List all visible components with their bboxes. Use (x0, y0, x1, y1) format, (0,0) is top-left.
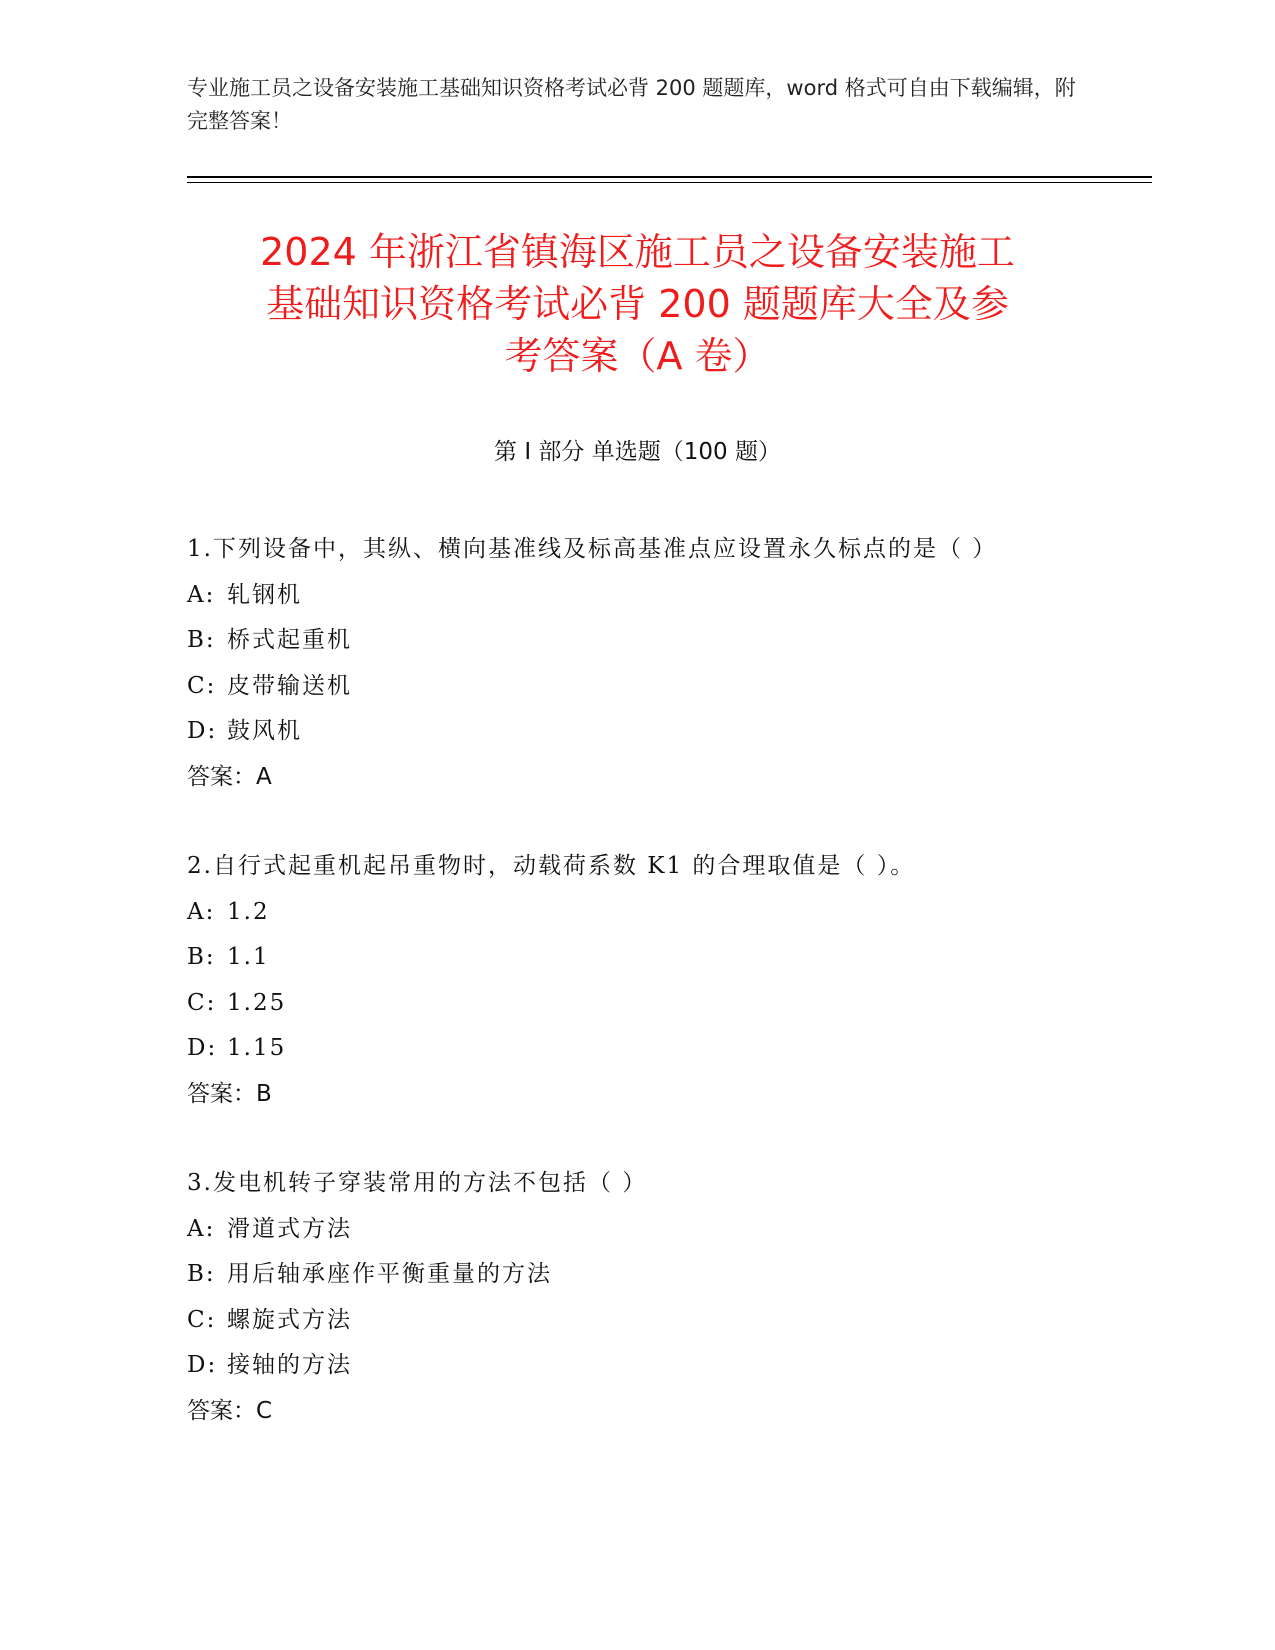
option-text: 1.2 (227, 898, 270, 925)
option-d (187, 1026, 1087, 1072)
option-key: A: (187, 1215, 216, 1242)
question-item (187, 1161, 1087, 1434)
option-key: C: (187, 989, 217, 1016)
answer-text: 答案：C (187, 1397, 273, 1424)
header-note: 专业施工员之设备安装施工基础知识资格考试必背 200 题题库，word 格式可自由下载编辑，附完整答案！ (187, 76, 1076, 133)
option-text: 轧钢机 (227, 581, 302, 608)
document-title (160, 226, 1115, 382)
option-key: A: (187, 581, 216, 608)
option-d (187, 709, 1087, 755)
header-rule-thick (187, 176, 1152, 178)
option-key: B: (187, 627, 216, 653)
document-title-line-3: 考答案（A 卷） (504, 334, 771, 378)
answer-text: 答案：B (187, 1080, 272, 1107)
option-text: 1.1 (227, 944, 270, 970)
option-c (187, 664, 1087, 710)
option-text: 1.25 (227, 989, 287, 1016)
option-text: 螺旋式方法 (227, 1306, 352, 1333)
option-key: A: (187, 898, 216, 925)
option-key: C: (187, 672, 217, 699)
option-key: D: (187, 1352, 218, 1378)
option-key: B: (187, 1261, 216, 1287)
option-c (187, 981, 1087, 1027)
option-b (187, 618, 1087, 664)
option-a (187, 573, 1087, 619)
option-key: C: (187, 1306, 217, 1333)
header-rule-thin (187, 182, 1152, 183)
question-item (187, 527, 1087, 800)
option-c (187, 1298, 1087, 1344)
option-text: 桥式起重机 (227, 627, 352, 653)
section-heading: 第 I 部分 单选题（100 题） (494, 439, 781, 465)
option-text: 接轴的方法 (227, 1352, 352, 1378)
answer-text: 答案：A (187, 763, 272, 790)
question-stem: 1.下列设备中，其纵、横向基准线及标高基准点应设置永久标点的是（ ） (187, 536, 998, 562)
option-text: 1.15 (227, 1035, 287, 1061)
question-stem: 3.发电机转子穿装常用的方法不包括（ ） (187, 1170, 648, 1196)
option-key: D: (187, 1035, 218, 1061)
option-key: D: (187, 718, 218, 744)
document-title-line-2: 基础知识资格考试必背 200 题题库大全及参 (266, 282, 1009, 326)
option-d (187, 1343, 1087, 1389)
option-text: 滑道式方法 (227, 1215, 352, 1242)
question-item (187, 844, 1087, 1117)
option-text: 用后轴承座作平衡重量的方法 (227, 1261, 552, 1287)
option-a (187, 1207, 1087, 1253)
option-b (187, 935, 1087, 981)
question-stem: 2.自行式起重机起吊重物时，动载荷系数 K1 的合理取值是（ ）。 (187, 853, 916, 879)
option-text: 鼓风机 (227, 718, 302, 744)
option-key: B: (187, 944, 216, 970)
document-title-line-1: 2024 年浙江省镇海区施工员之设备安装施工 (260, 230, 1015, 274)
option-text: 皮带输送机 (227, 672, 352, 699)
option-b (187, 1252, 1087, 1298)
option-a (187, 890, 1087, 936)
question-list (187, 527, 1087, 1478)
